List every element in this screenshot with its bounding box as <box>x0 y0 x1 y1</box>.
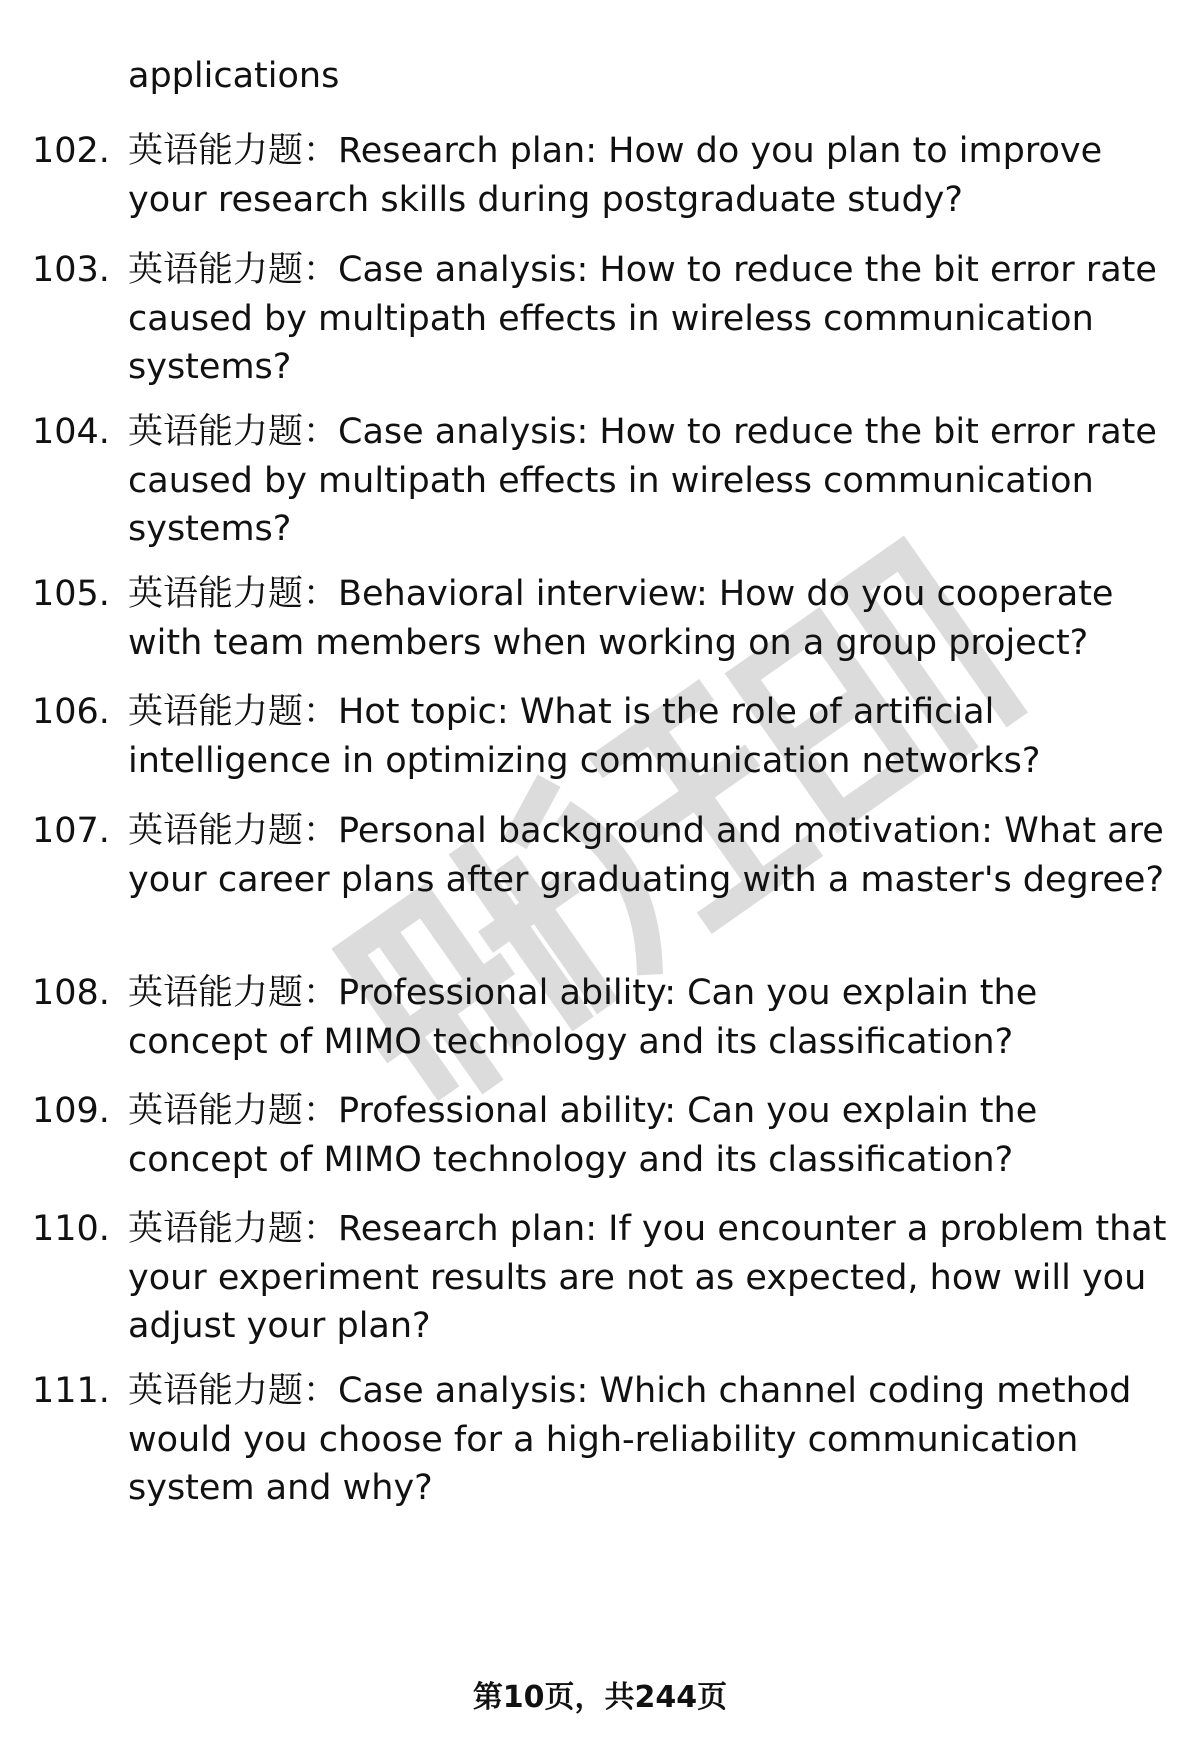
question-number: 107. <box>32 811 110 851</box>
question-number: 105. <box>32 574 110 614</box>
question-number: 111. <box>32 1371 110 1411</box>
question-text: 英语能力题：Research plan: If you encounter a problem that your experiment results are not as expected, how will you adjust your plan? <box>128 1209 1167 1346</box>
question-text: 英语能力题：Case analysis: Which channel coding method would you choose for a high-reliability communication system and why? <box>128 1371 1132 1508</box>
question-text: 英语能力题：Personal background and motivation: What are your career plans after graduating with a master's degree? <box>128 811 1165 900</box>
question-text: 英语能力题：Professional ability: Can you explain the concept of MIMO technology and its classification? <box>128 1091 1038 1180</box>
question-text: 英语能力题：Research plan: How do you plan to improve your research skills during postgraduate study? <box>128 131 1103 220</box>
question-number: 106. <box>32 692 110 732</box>
question-number: 108. <box>32 973 110 1013</box>
page-footer: 第10页，共244页 <box>472 1680 728 1715</box>
continuation-text: applications <box>128 56 340 96</box>
question-text: 英语能力题：Behavioral interview: How do you cooperate with team members when working on a group project? <box>128 574 1114 663</box>
question-text: 英语能力题：Hot topic: What is the role of artificial intelligence in optimizing communication networks? <box>128 692 1041 781</box>
question-number: 109. <box>32 1091 110 1131</box>
question-text: 英语能力题：Case analysis: How to reduce the bit error rate caused by multipath effects in wireless communication systems? <box>128 250 1157 387</box>
question-number: 102. <box>32 131 110 171</box>
question-number: 104. <box>32 412 110 452</box>
question-number: 110. <box>32 1209 110 1249</box>
question-text: 英语能力题：Professional ability: Can you explain the concept of MIMO technology and its classification? <box>128 973 1038 1062</box>
question-text: 英语能力题：Case analysis: How to reduce the bit error rate caused by multipath effects in wireless communication systems? <box>128 412 1157 549</box>
question-number: 103. <box>32 250 110 290</box>
